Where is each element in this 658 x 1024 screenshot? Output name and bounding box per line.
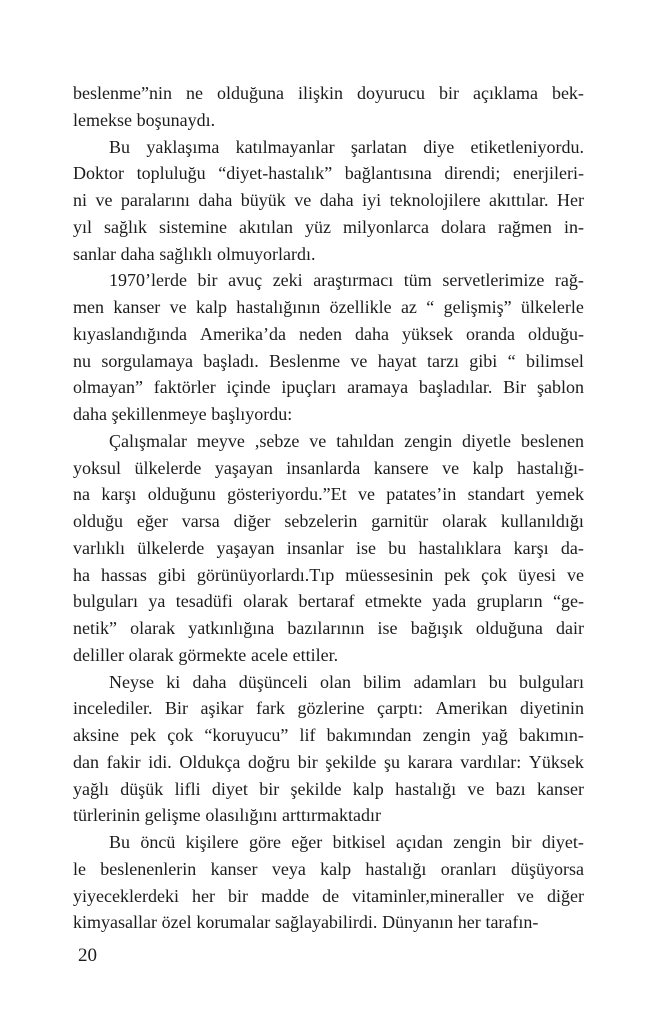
paragraph [73, 134, 584, 268]
text-line: daha şekillenmeye başlıyordu: [73, 404, 293, 424]
page-number: 20 [78, 945, 97, 966]
text-line: kimyasallar özel korumalar sağlayabilirdi. Dünyanın her tarafın- [73, 912, 539, 933]
text-line: yoksul ülkelerde yaşayan insanlarda kansere ve kalp hastalığı- [73, 457, 584, 478]
text-line: lemekse boşunaydı. [73, 109, 216, 130]
text-line: olduğu eğer varsa diğer sebzelerin garnitür olarak kullanıldığı [73, 511, 584, 531]
text-line: le beslenenlerin kanser veya kalp hastalığı oranları düşüyorsa [73, 858, 584, 879]
paragraph [73, 428, 584, 669]
text-line: ha hassas gibi görünüyorlardı.Tıp müessesinin pek çok üyesi ve [73, 564, 584, 585]
text-line: incelediler. Bir aşikar fark gözlerine çarptı: Amerikan diyetinin [73, 698, 584, 719]
text-line: na karşı olduğunu gösteriyordu.”Et ve patates’in standart yemek [73, 484, 584, 505]
text-line: Doktor topluluğu “diyet-hastalık” bağlantısına direndi; enerjileri- [73, 163, 584, 184]
text-line: 1970’lerde bir avuç zeki araştırmacı tüm servetlerimize rağ- [109, 270, 584, 291]
text-line: netik” olarak yatkınlığına bazılarının ise bağışık olduğuna dair [73, 618, 584, 638]
text-line: yağlı düşük lifli diyet bir şekilde kalp hastalığı ve bazı kanser [73, 778, 584, 799]
text-line: yiyeceklerdeki her bir madde de vitaminler,mineraller ve diğer [73, 885, 584, 906]
text-line: bulguları ya tesadüfi olarak bertaraf etmekte yada grupların “ge- [73, 591, 584, 612]
text-line: beslenme”nin ne olduğuna ilişkin doyurucu bir açıklama bek- [73, 83, 584, 103]
paragraph [73, 80, 584, 134]
text-line: ni ve paralarını daha büyük ve daha iyi teknolojilere akıttılar. Her [73, 190, 584, 210]
text-line: deliller olarak görmekte acele ettiler. [73, 644, 339, 665]
text-line: nu sorgulamaya başladı. Beslenme ve hayat tarzı gibi “ bilimsel [73, 350, 584, 371]
text-line: Bu öncü kişilere göre eğer bitkisel açıdan zengin bir diyet- [109, 832, 584, 852]
text-line: türlerinin gelişme olasılığını arttırmaktadır [73, 805, 381, 826]
body-text [73, 80, 584, 936]
text-line: sanlar daha sağlıklı olmuyorlardı. [73, 243, 316, 264]
text-line: men kanser ve kalp hastalığının özellikle az “ gelişmiş” ülkelerle [73, 297, 584, 317]
text-line: aksine pek çok “koruyucu” lif bakımından zengin yağ bakımın- [73, 725, 584, 745]
text-line: kıyaslandığında Amerika’da neden daha yüksek oranda olduğu- [73, 323, 584, 344]
text-line: Çalışmalar meyve ,sebze ve tahıldan zengin diyetle beslenen [109, 430, 584, 451]
paragraph [73, 669, 584, 830]
text-line: dan fakir idi. Oldukça doğru bir şekilde şu karara vardılar: Yüksek [73, 751, 584, 772]
text-line: yıl sağlık sistemine akıtılan yüz milyonlarca dolara rağmen in- [73, 216, 584, 237]
paragraph [73, 267, 584, 428]
text-line: varlıklı ülkelerde yaşayan insanlar ise bu hastalıklara karşı da- [73, 537, 584, 558]
text-line: Neyse ki daha düşünceli olan bilim adamları bu bulguları [109, 671, 584, 692]
paragraph [73, 829, 584, 936]
text-line: Bu yaklaşıma katılmayanlar şarlatan diye etiketleniyordu. [109, 136, 584, 157]
text-line: olmayan” faktörler içinde ipuçları aramaya başladılar. Bir şablon [73, 377, 584, 398]
